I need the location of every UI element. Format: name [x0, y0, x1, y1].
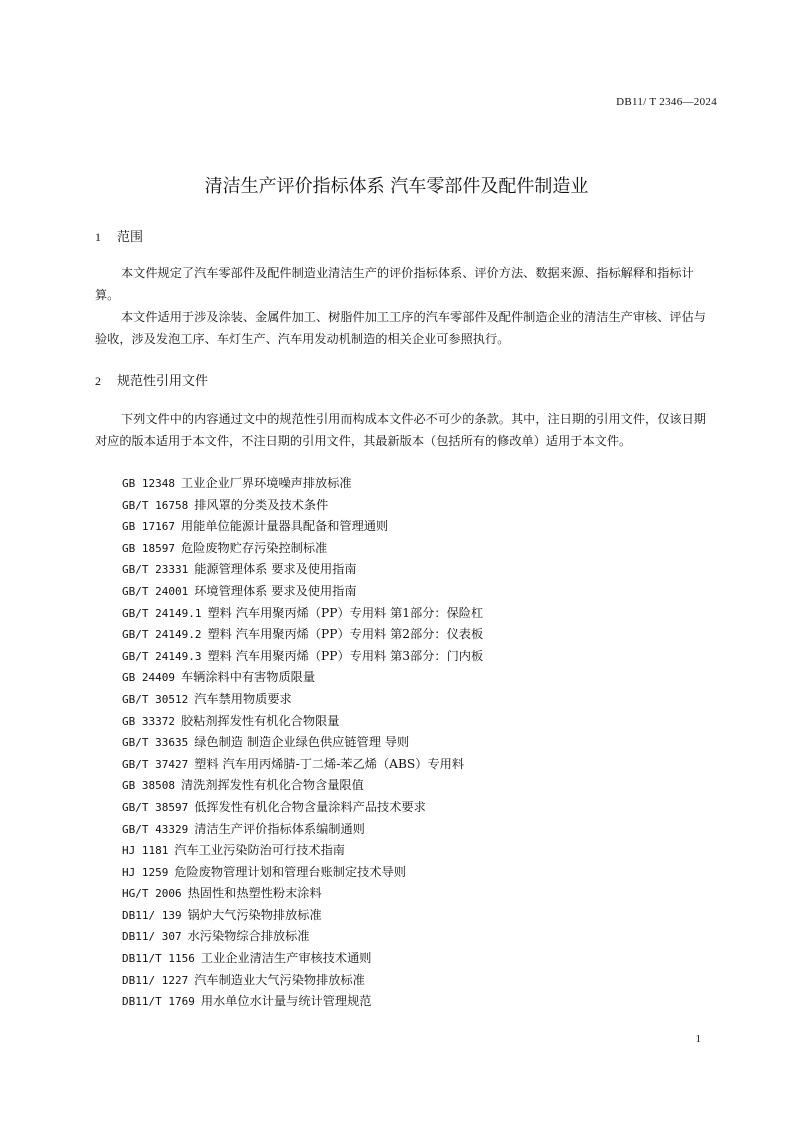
reference-item	[122, 840, 483, 862]
reference-title: 塑料 汽车用丙烯腈-丁二烯-苯乙烯（ABS）专用料	[194, 756, 465, 771]
reference-code: HJ 1259	[122, 865, 169, 879]
reference-code: GB/T 38597	[122, 800, 189, 814]
section-heading-scope	[95, 226, 143, 245]
reference-item	[122, 603, 483, 625]
reference-item	[122, 473, 483, 495]
reference-code: DB11/ 139	[122, 908, 182, 922]
reference-title: 塑料 汽车用聚丙烯（PP）专用料 第1部分：保险杠	[207, 605, 484, 620]
reference-title: 热固性和热塑性粉末涂料	[187, 886, 322, 901]
reference-item	[122, 711, 483, 733]
reference-title: 塑料 汽车用聚丙烯（PP）专用料 第2部分：仪表板	[207, 627, 484, 642]
reference-item	[122, 948, 483, 970]
reference-item	[122, 905, 483, 927]
document-code: DB11/ T 2346—2024	[616, 96, 717, 108]
reference-item	[122, 991, 483, 1013]
scope-paragraph-1: 本文件规定了汽车零部件及配件制造业清洁生产的评价指标体系、评价方法、数据来源、指标解释和指标计算。	[95, 266, 694, 302]
reference-title: 工业企业厂界环境噪声排放标准	[180, 476, 352, 490]
reference-item	[122, 646, 483, 668]
reference-item	[122, 926, 483, 948]
reference-title: 塑料 汽车用聚丙烯（PP）专用料 第3部分：门内板	[207, 648, 484, 663]
section-heading-normative-references	[95, 370, 208, 389]
reference-title: 水污染物综合排放标准	[187, 929, 310, 944]
document-title: 清洁生产评价指标体系 汽车零部件及配件制造业	[204, 176, 589, 197]
reference-title: 汽车制造业大气污染物排放标准	[194, 972, 365, 987]
reference-item	[122, 775, 483, 797]
reference-item	[122, 689, 483, 711]
reference-code: GB/T 24149.3	[122, 649, 202, 663]
reference-title: 汽车禁用物质要求	[194, 691, 292, 706]
reference-code: GB/T 16758	[122, 498, 189, 512]
reference-code: GB/T 43329	[122, 822, 189, 836]
reference-title: 环境管理体系 要求及使用指南	[194, 583, 357, 598]
reference-code: DB11/T 1156	[122, 952, 195, 966]
reference-title: 排风罩的分类及技术条件	[194, 497, 329, 512]
section-number: 2	[95, 374, 101, 388]
reference-title: 汽车工业污染防治可行技术指南	[174, 843, 345, 858]
page-number: 1	[695, 1033, 701, 1045]
reference-item	[122, 732, 483, 754]
reference-item	[122, 754, 483, 776]
reference-code: GB 38508	[122, 779, 175, 793]
reference-item	[122, 559, 483, 581]
reference-code: GB/T 24001	[122, 584, 189, 598]
reference-title: 胶粘剂挥发性有机化合物限量	[180, 713, 340, 728]
reference-item	[122, 970, 483, 992]
reference-title: 危险废物贮存污染控制标准	[180, 540, 328, 555]
reference-code: GB 12348	[122, 477, 175, 490]
section-title: 规范性引用文件	[117, 374, 209, 389]
reference-title: 清洁生产评价指标体系编制通则	[194, 821, 365, 836]
reference-code: HG/T 2006	[122, 887, 182, 901]
reference-code: GB 33372	[122, 714, 175, 728]
reference-code: GB/T 37427	[122, 757, 189, 771]
reference-code: DB11/ 307	[122, 930, 182, 944]
reference-item	[122, 862, 483, 884]
reference-code: GB/T 30512	[122, 692, 189, 706]
reference-title: 车辆涂料中有害物质限量	[180, 670, 316, 685]
section-number: 1	[95, 230, 101, 244]
reference-code: HJ 1181	[122, 844, 169, 858]
reference-title: 用水单位水计量与统计管理规范	[200, 994, 372, 1009]
reference-code: GB 18597	[122, 541, 175, 555]
reference-item	[122, 667, 483, 689]
reference-item	[122, 797, 483, 819]
reference-title: 能源管理体系 要求及使用指南	[194, 562, 357, 577]
reference-title: 清洗剂挥发性有机化合物含量限值	[180, 778, 364, 793]
reference-code: GB 17167	[122, 520, 175, 534]
scope-paragraph-2: 本文件适用于涉及涂装、金属件加工、树脂件加工工序的汽车零部件及配件制造企业的清洁生产审核、评估与验收，涉及发泡工序、车灯生产、汽车用发动机制造的相关企业可参照执行。	[95, 310, 706, 346]
reference-item	[122, 581, 483, 603]
reference-title: 危险废物管理计划和管理台账制定技术导则	[174, 864, 406, 879]
normative-intro-paragraph: 下列文件中的内容通过文中的规范性引用而构成本文件必不可少的条款。其中，注日期的引用文件，仅该日期对应的版本适用于本文件，不注日期的引用文件，其最新版本（包括所有的修改单）适用于本文件。	[95, 412, 706, 448]
reference-code: DB11/T 1769	[122, 995, 195, 1009]
reference-item	[122, 819, 483, 841]
reference-code: GB/T 33635	[122, 736, 189, 750]
reference-item	[122, 883, 483, 905]
reference-title: 锅炉大气污染物排放标准	[187, 907, 322, 922]
reference-title: 用能单位能源计量器具配备和管理通则	[180, 519, 389, 534]
reference-code: GB/T 24149.1	[122, 606, 202, 620]
reference-title: 绿色制造 制造企业绿色供应链管理 导则	[194, 735, 410, 750]
reference-title: 工业企业清洁生产审核技术通则	[200, 951, 372, 966]
reference-title: 低挥发性有机化合物含量涂料产品技术要求	[194, 799, 426, 814]
reference-code: DB11/ 1227	[122, 973, 189, 987]
reference-code: GB/T 23331	[122, 563, 189, 577]
section-title: 范围	[117, 230, 144, 245]
reference-code: GB 24409	[122, 671, 175, 685]
reference-item	[122, 538, 483, 560]
reference-code: GB/T 24149.2	[122, 628, 202, 642]
reference-list	[122, 473, 483, 1013]
reference-item	[122, 495, 483, 517]
reference-item	[122, 516, 483, 538]
reference-item	[122, 624, 483, 646]
